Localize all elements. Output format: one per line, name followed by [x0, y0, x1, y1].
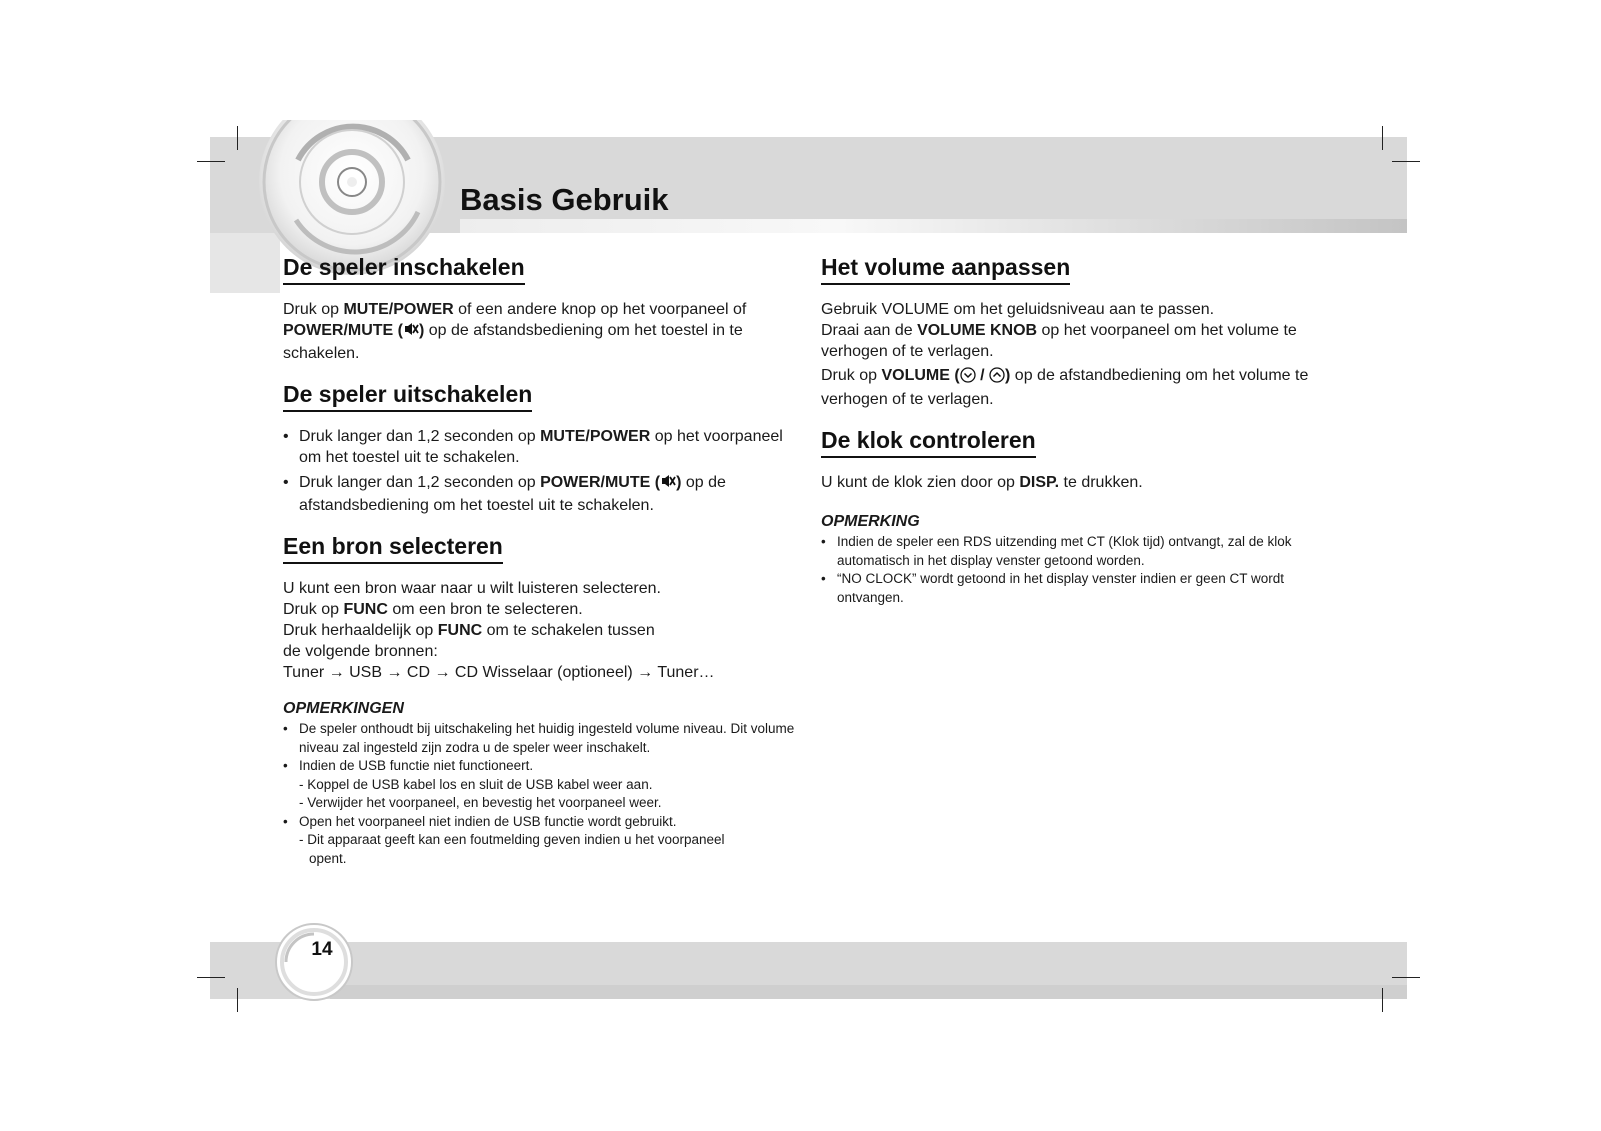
text: of een andere knop op het voorpaneel of: [453, 301, 747, 318]
text: Draai aan de: [821, 322, 918, 339]
key-label: ): [1005, 367, 1011, 384]
text: Druk langer dan 1,2 seconden op: [299, 474, 541, 491]
key-label: /: [975, 367, 990, 384]
key-label: DISP.: [1019, 474, 1060, 491]
section-heading: Het volume aanpassen: [821, 254, 1070, 285]
mute-speaker-icon: [660, 473, 676, 495]
notes-list: [283, 720, 803, 868]
section-select-source: [283, 533, 803, 683]
page-number-disc-icon: [274, 922, 354, 1002]
note-subitem: - Verwijder het voorpaneel, en bevestig het voorpaneel weer.: [299, 795, 662, 810]
text: op het voorpaneel om het volume te verhogen of te verlagen.: [821, 322, 1297, 360]
key-label: POWER/MUTE (: [283, 322, 403, 339]
paragraph: [283, 578, 803, 683]
note-item: • Indien de speler een RDS uitzending met CT (Klok tijd) ontvangt, zal de klok automatisch in het display venster getoond worden.: [821, 533, 1351, 570]
text: Gebruik VOLUME om het geluidsniveau aan te passen.: [821, 301, 1215, 318]
note-subitem: - Koppel de USB kabel los en sluit de USB kabel weer aan.: [299, 776, 653, 792]
notes-block: [283, 700, 803, 868]
note-item: • “NO CLOCK” wordt getoond in het display venster indien er geen CT wordt ontvangen.: [821, 570, 1351, 607]
section-volume: [821, 254, 1351, 410]
text: Druk langer dan 1,2 seconden op: [299, 428, 541, 445]
crop-mark: [197, 161, 225, 162]
paragraph: [821, 365, 1351, 410]
left-column: [283, 254, 803, 868]
section-power-on: [283, 254, 803, 364]
text: op de afstandsbediening om het toestel in te schakelen.: [283, 322, 743, 362]
list-item: [283, 472, 803, 516]
page-number: 14: [311, 939, 333, 960]
paragraph: [283, 299, 803, 364]
crop-mark: [237, 988, 238, 1012]
key-label: FUNC: [437, 622, 483, 639]
crop-mark: [1392, 977, 1420, 978]
note-subitem: opent.: [309, 850, 347, 866]
text: U kunt een bron waar naar u wilt luisteren selecteren.: [283, 580, 661, 597]
text: Druk herhaaldelijk op: [283, 622, 438, 639]
section-heading: De speler uitschakelen: [283, 381, 532, 412]
footer-stripe: [330, 985, 1407, 999]
key-label: FUNC: [343, 601, 388, 618]
key-label: POWER/MUTE (: [540, 474, 661, 491]
volume-up-icon: [989, 367, 1005, 389]
key-label: MUTE/POWER: [343, 301, 454, 318]
note-subitem: - Dit apparaat geeft kan een foutmelding geven indien u het voorpaneel: [299, 832, 725, 847]
notes-title: OPMERKINGEN: [283, 700, 404, 717]
key-label: VOLUME KNOB: [917, 322, 1038, 339]
section-clock: [821, 427, 1351, 493]
text: Druk op: [283, 601, 344, 618]
section-power-off: [283, 381, 803, 516]
note-item: • Open het voorpaneel niet indien de USB functie wordt gebruikt.: [283, 813, 803, 832]
header-stripe: [460, 219, 1407, 233]
text: om te schakelen tussen: [482, 622, 655, 639]
section-heading: Een bron selecteren: [283, 533, 503, 564]
notes-title: OPMERKING: [821, 513, 920, 530]
section-heading: De klok controleren: [821, 427, 1036, 458]
crop-mark: [197, 977, 225, 978]
volume-down-icon: [960, 367, 976, 389]
key-label: MUTE/POWER: [540, 428, 651, 445]
bullet-list: [283, 426, 803, 516]
note-item: • De speler onthoudt bij uitschakeling het huidig ingesteld volume niveau. Dit volume niveau zal ingesteld zijn zodra u de speler weer inschakelt.: [283, 720, 803, 757]
source-sequence: Tuner → USB → CD → CD Wisselaar (optioneel) → Tuner…: [283, 664, 715, 681]
notes-block: [821, 513, 1351, 607]
text: op de afstandbediening om het volume te verhogen of te verlagen.: [821, 367, 1309, 408]
section-heading: De speler inschakelen: [283, 254, 525, 285]
text: om een bron te selecteren.: [387, 601, 583, 618]
paragraph: [821, 472, 1351, 493]
text: op de afstandsbediening om het toestel uit te schakelen.: [299, 474, 726, 514]
crop-mark: [1382, 988, 1383, 1012]
note-item: • Indien de USB functie niet functioneert.: [283, 757, 803, 776]
text: U kunt de klok zien door op: [821, 474, 1020, 491]
paragraph: [821, 299, 1351, 362]
notes-list: [821, 533, 1351, 607]
key-label: ): [676, 474, 682, 491]
key-label: VOLUME (: [881, 367, 960, 384]
mute-speaker-icon: [403, 321, 419, 343]
text: Druk op: [821, 367, 882, 384]
key-label: ): [419, 322, 425, 339]
page-title: Basis Gebruik: [460, 182, 669, 217]
crop-mark: [1382, 126, 1383, 150]
right-column: [821, 254, 1351, 607]
text: op het voorpaneel om het toestel uit te schakelen.: [299, 428, 783, 466]
crop-mark: [1392, 161, 1420, 162]
text: Druk op: [283, 301, 344, 318]
text: de volgende bronnen:: [283, 643, 438, 660]
list-item: [283, 426, 803, 468]
text: te drukken.: [1059, 474, 1143, 491]
crop-mark: [237, 126, 238, 150]
